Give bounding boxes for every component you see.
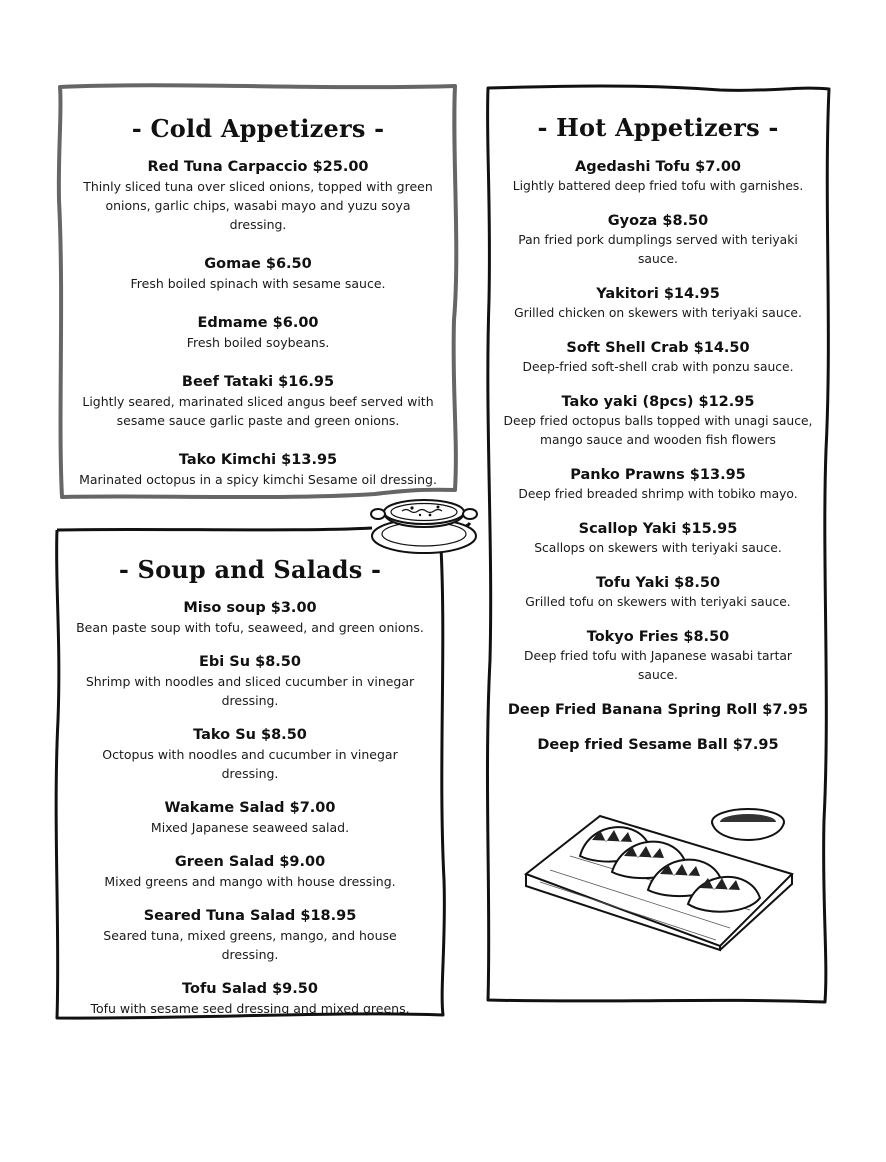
menu-item	[78, 313, 438, 352]
item-description: Tofu with sesame seed dressing and mixed greens.	[90, 1001, 410, 1016]
menu-item	[78, 254, 438, 293]
menu-item	[74, 979, 426, 1018]
item-name: Agedashi Tofu $7.00	[574, 159, 742, 175]
menu-item	[503, 338, 813, 377]
cold-appetizers-title: - Cold Appetizers -	[131, 114, 385, 143]
item-description: Lightly seared, marinated sliced angus beef served with sesame sauce garlic paste and green onions.	[82, 394, 434, 428]
item-name: Red Tuna Carpaccio $25.00	[147, 159, 369, 175]
hot-appetizers-section	[503, 113, 813, 770]
item-name: Miso soup $3.00	[183, 600, 317, 616]
menu-item	[503, 573, 813, 612]
item-description: Shrimp with noodles and sliced cucumber in vinegar dressing.	[85, 674, 415, 708]
item-name: Tokyo Fries $8.50	[586, 629, 730, 645]
item-name: Tofu Yaki $8.50	[595, 575, 721, 591]
menu-item	[74, 798, 426, 837]
menu-item	[74, 598, 426, 637]
item-name: Wakame Salad $7.00	[164, 800, 336, 816]
item-description: Mixed Japanese seaweed salad.	[150, 820, 350, 835]
item-description: Pan fried pork dumplings served with teriyaki sauce.	[518, 233, 798, 266]
item-description: Deep fried tofu with Japanese wasabi tartar sauce.	[523, 649, 792, 682]
menu-item	[503, 211, 813, 269]
menu-item	[74, 906, 426, 964]
menu-item	[503, 157, 813, 196]
item-name: Deep fried Sesame Ball $7.95	[537, 737, 779, 753]
item-name: Tofu Salad $9.50	[182, 981, 318, 997]
item-name: Gomae $6.50	[204, 256, 312, 272]
menu-item	[503, 519, 813, 558]
item-description: Deep fried octopus balls topped with unagi sauce, mango sauce and wooden fish flowers	[503, 414, 813, 447]
item-description: Thinly sliced tuna over sliced onions, topped with green onions, garlic chips, wasabi mayo and yuzu soya dressing.	[83, 179, 433, 232]
item-description: Mixed greens and mango with house dressing.	[104, 874, 396, 889]
item-description: Grilled tofu on skewers with teriyaki sauce.	[525, 595, 791, 609]
item-description: Grilled chicken on skewers with teriyaki sauce.	[514, 306, 802, 320]
item-name: Edmame $6.00	[197, 315, 319, 331]
hot-appetizers-title: - Hot Appetizers -	[537, 113, 779, 142]
item-name: Ebi Su $8.50	[199, 654, 301, 670]
soup-and-salads-title: - Soup and Salads -	[118, 555, 382, 584]
item-description: Fresh boiled spinach with sesame sauce.	[130, 276, 386, 291]
item-description: Scallops on skewers with teriyaki sauce.	[534, 541, 782, 555]
item-name: Tako Su $8.50	[193, 727, 307, 743]
menu-item	[78, 157, 438, 234]
menu-item	[503, 700, 813, 720]
menu-item	[74, 652, 426, 710]
item-description: Fresh boiled soybeans.	[186, 335, 330, 350]
item-description: Deep fried breaded shrimp with tobiko mayo.	[518, 487, 798, 501]
item-description: Marinated octopus in a spicy kimchi Sesame oil dressing.	[79, 472, 437, 487]
item-name: Scallop Yaki $15.95	[578, 521, 738, 537]
item-name: Tako Kimchi $13.95	[178, 452, 338, 468]
soup-and-salads-section	[74, 555, 426, 1033]
menu-item	[74, 852, 426, 891]
item-name: Green Salad $9.00	[174, 854, 326, 870]
item-description: Seared tuna, mixed greens, mango, and house dressing.	[103, 928, 397, 962]
item-name: Beef Tataki $16.95	[181, 374, 335, 390]
menu-item	[503, 465, 813, 504]
menu-item	[74, 725, 426, 783]
item-description: Deep-fried soft-shell crab with ponzu sauce.	[522, 360, 794, 374]
soup-bowl-icon	[368, 492, 480, 560]
menu-item	[78, 450, 438, 489]
item-name: Deep Fried Banana Spring Roll $7.95	[507, 702, 809, 718]
menu-item	[78, 372, 438, 430]
item-name: Gyoza $8.50	[607, 213, 709, 229]
item-description: Lightly battered deep fried tofu with garnishes.	[512, 179, 804, 193]
menu-item	[503, 392, 813, 450]
cold-appetizers-section	[78, 114, 438, 509]
item-name: Seared Tuna Salad $18.95	[143, 908, 357, 924]
item-description: Bean paste soup with tofu, seaweed, and green onions.	[76, 620, 424, 635]
item-name: Yakitori $14.95	[596, 286, 720, 302]
item-name: Tako yaki (8pcs) $12.95	[561, 394, 755, 410]
item-description: Octopus with noodles and cucumber in vinegar dressing.	[102, 747, 398, 781]
item-name: Soft Shell Crab $14.50	[566, 340, 750, 356]
menu-item	[503, 627, 813, 685]
gyoza-plate-icon	[520, 800, 796, 952]
menu-item	[503, 284, 813, 323]
item-name: Panko Prawns $13.95	[570, 467, 746, 483]
menu-item	[503, 735, 813, 755]
